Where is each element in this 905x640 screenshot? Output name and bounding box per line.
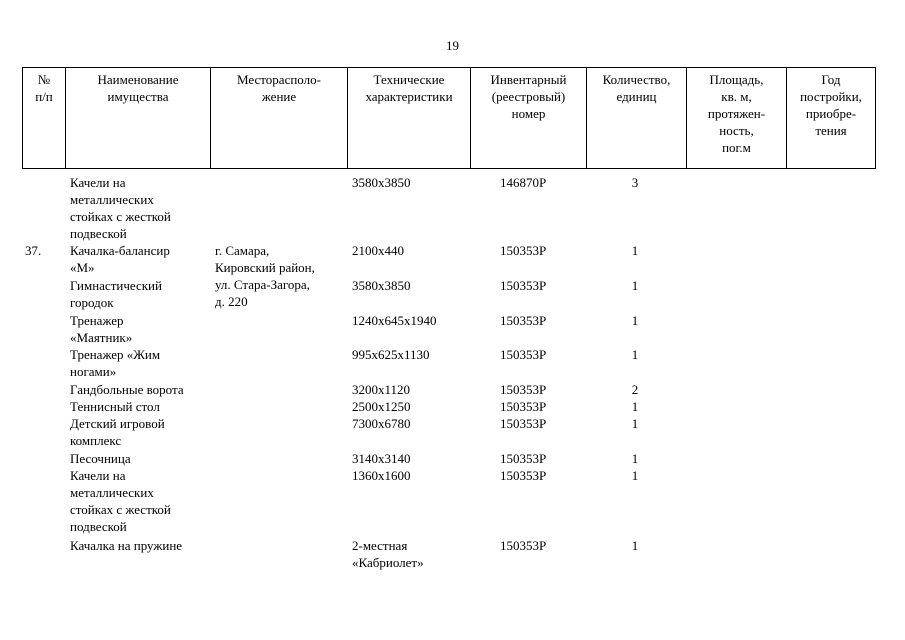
item-specs: 2-местная «Кабриолет» xyxy=(352,538,424,570)
item-specs: 3140x3140 xyxy=(352,451,411,466)
item-quantity: 2 xyxy=(631,382,639,397)
item-quantity: 1 xyxy=(631,243,639,258)
item-inventory-number: 150353Р xyxy=(500,451,547,466)
item-quantity: 1 xyxy=(631,313,639,328)
item-name: Гимнастический городок xyxy=(70,278,162,310)
item-name: Качалка-балансир «М» xyxy=(70,243,170,275)
item-name: Тренажер «Жим ногами» xyxy=(70,347,161,379)
item-quantity: 1 xyxy=(631,538,639,553)
item-quantity: 1 xyxy=(631,416,639,431)
item-inventory-number: 146870Р xyxy=(500,175,547,190)
item-quantity: 1 xyxy=(631,451,639,466)
header-specs: Технические характеристики xyxy=(347,67,470,169)
item-quantity: 1 xyxy=(631,347,639,362)
item-name: Детский игровой комплекс xyxy=(70,416,165,448)
item-inventory-number: 150353Р xyxy=(500,243,547,258)
item-name: Качели на металлических стойках с жесткой подвеской xyxy=(70,468,171,534)
header-year: Год постройки, приобре- тения xyxy=(786,67,876,169)
header-num: № п/п xyxy=(22,67,65,169)
item-quantity: 1 xyxy=(631,399,639,414)
item-specs: 995x625x1130 xyxy=(352,347,430,362)
item-inventory-number: 150353Р xyxy=(500,468,547,483)
item-inventory-number: 150353Р xyxy=(500,399,547,414)
page-number: 19 xyxy=(446,38,459,53)
item-name: Песочница xyxy=(70,451,131,466)
header-inventory: Инвентарный (реестровый) номер xyxy=(470,67,586,169)
item-inventory-number: 150353Р xyxy=(500,313,547,328)
item-quantity: 3 xyxy=(631,175,639,190)
item-specs: 3580x3850 xyxy=(352,278,411,293)
item-specs: 2500x1250 xyxy=(352,399,411,414)
row-number: 37. xyxy=(25,243,42,258)
item-name: Теннисный стол xyxy=(70,399,160,414)
item-specs: 2100x440 xyxy=(352,243,404,258)
item-inventory-number: 150353Р xyxy=(500,347,547,362)
item-quantity: 1 xyxy=(631,278,639,293)
item-specs: 1240x645x1940 xyxy=(352,313,437,328)
item-quantity: 1 xyxy=(631,468,639,483)
item-specs: 7300x6780 xyxy=(352,416,411,431)
item-name: Качалка на пружине xyxy=(70,538,183,553)
header-location: Месторасполо- жение xyxy=(210,67,347,169)
item-inventory-number: 150353Р xyxy=(500,382,547,397)
item-inventory-number: 150353Р xyxy=(500,416,547,431)
item-specs: 1360x1600 xyxy=(352,468,411,483)
item-name: Гандбольные ворота xyxy=(70,382,184,397)
header-area: Площадь, кв. м, протяжен- ность, пог.м xyxy=(686,67,786,169)
item-inventory-number: 150353Р xyxy=(500,278,547,293)
item-name: Качели на металлических стойках с жесткой подвеской xyxy=(70,175,171,241)
item-inventory-number: 150353Р xyxy=(500,538,547,553)
header-name: Наименование имущества xyxy=(65,67,210,169)
item-name: Тренажер «Маятник» xyxy=(70,313,133,345)
item-specs: 3200x1120 xyxy=(352,382,411,397)
item-specs: 3580x3850 xyxy=(352,175,411,190)
header-quantity: Количество, единиц xyxy=(586,67,686,169)
location-address: г. Самара, Кировский район, ул. Стара-Загора, д. 220 xyxy=(215,243,315,309)
